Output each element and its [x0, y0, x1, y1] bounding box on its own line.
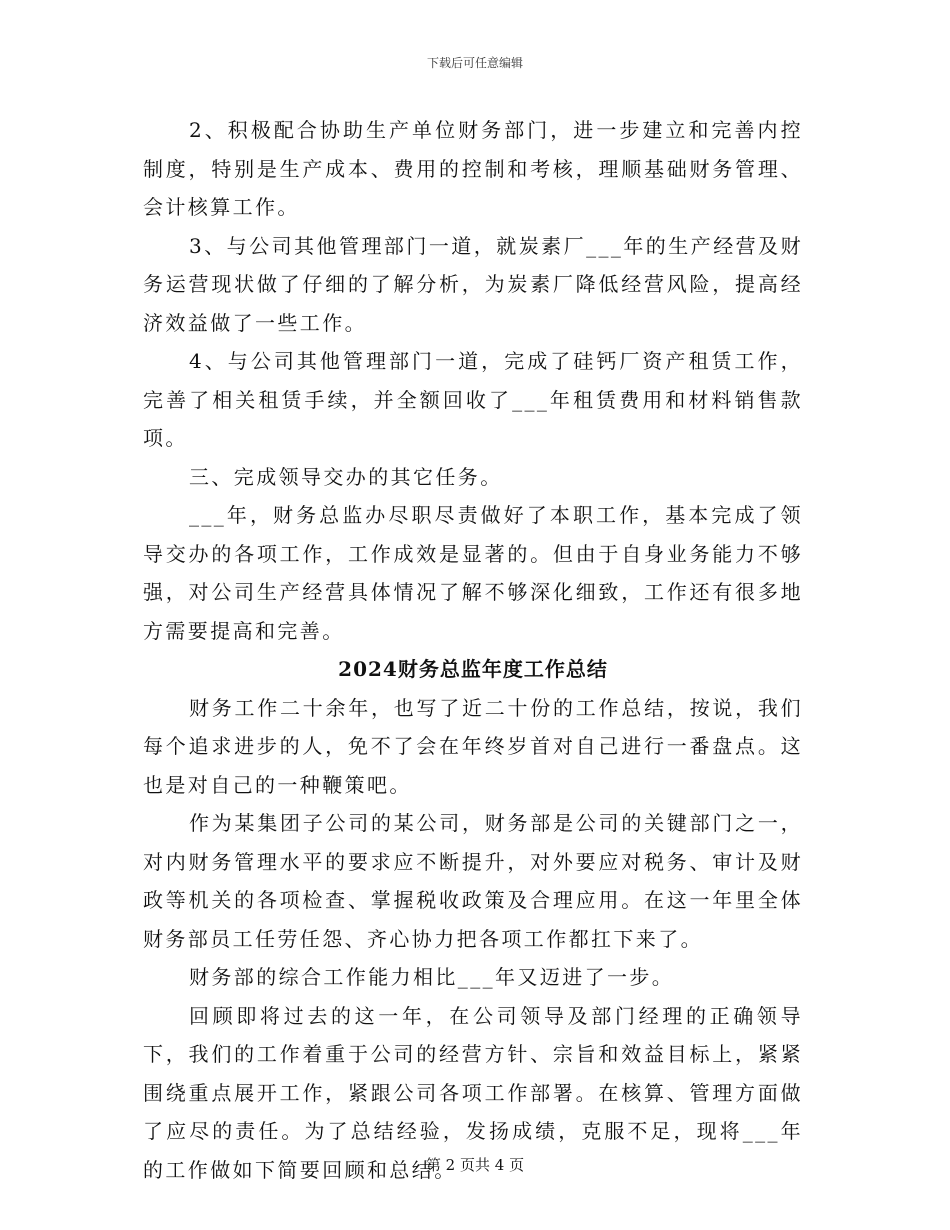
paragraph-item-4: 4、与公司其他管理部门一道，完成了硅钙厂资产租赁工作，完善了相关租赁手续，并全额回收了___年租赁费用和材料销售款项。	[143, 349, 803, 450]
document-body	[143, 111, 803, 1189]
paragraph-item-3: 3、与公司其他管理部门一道，就炭素厂___年的生产经营及财务运营现状做了仔细的了解分析，为炭素厂降低经营风险，提高经济效益做了一些工作。	[143, 233, 803, 335]
paragraph-item-2: 2、积极配合协助生产单位财务部门，进一步建立和完善内控制度，特别是生产成本、费用的控制和考核，理顺基础财务管理、会计核算工作。	[143, 118, 803, 219]
paragraph-summary: ___年，财务总监办尽职尽责做好了本职工作，基本完成了领导交办的各项工作，工作成效是显著的。但由于自身业务能力不够强，对公司生产经营具体情况了解不够深化细致，工作还有很多地方需要提高和完善。	[143, 503, 803, 643]
header-note: 下载后可任意编辑	[426, 56, 523, 70]
section-title: 2024财务总监年度工作总结	[338, 657, 608, 681]
paragraph-progress: 财务部的综合工作能力相比___年又迈进了一步。	[189, 965, 675, 989]
page-number: 第 2 页共 4 页	[425, 1156, 525, 1174]
paragraph-review: 回顾即将过去的这一年，在公司领导及部门经理的正确领导下，我们的工作着重于公司的经营方针、宗旨和效益目标上，紧紧围绕重点展开工作，紧跟公司各项工作部署。在核算、管理方面做了应尽的责任。为了总结经验，发扬成绩，克服不足，现将___年的工作做如下简要回顾和总结。	[143, 1003, 803, 1182]
paragraph-intro: 财务工作二十余年，也写了近二十份的工作总结，按说，我们每个追求进步的人，免不了会在年终岁首对自己进行一番盘点。这也是对自己的一种鞭策吧。	[143, 695, 803, 797]
paragraph-section-three: 三、完成领导交办的其它任务。	[189, 464, 503, 489]
paragraph-department: 作为某集团子公司的某公司，财务部是公司的关键部门之一，对内财务管理水平的要求应不断提升，对外要应对税务、审计及财政等机关的各项检查、掌握税收政策及合理应用。在这一年里全体财务部员工任劳任怨、齐心协力把各项工作都扛下来了。	[143, 811, 803, 951]
